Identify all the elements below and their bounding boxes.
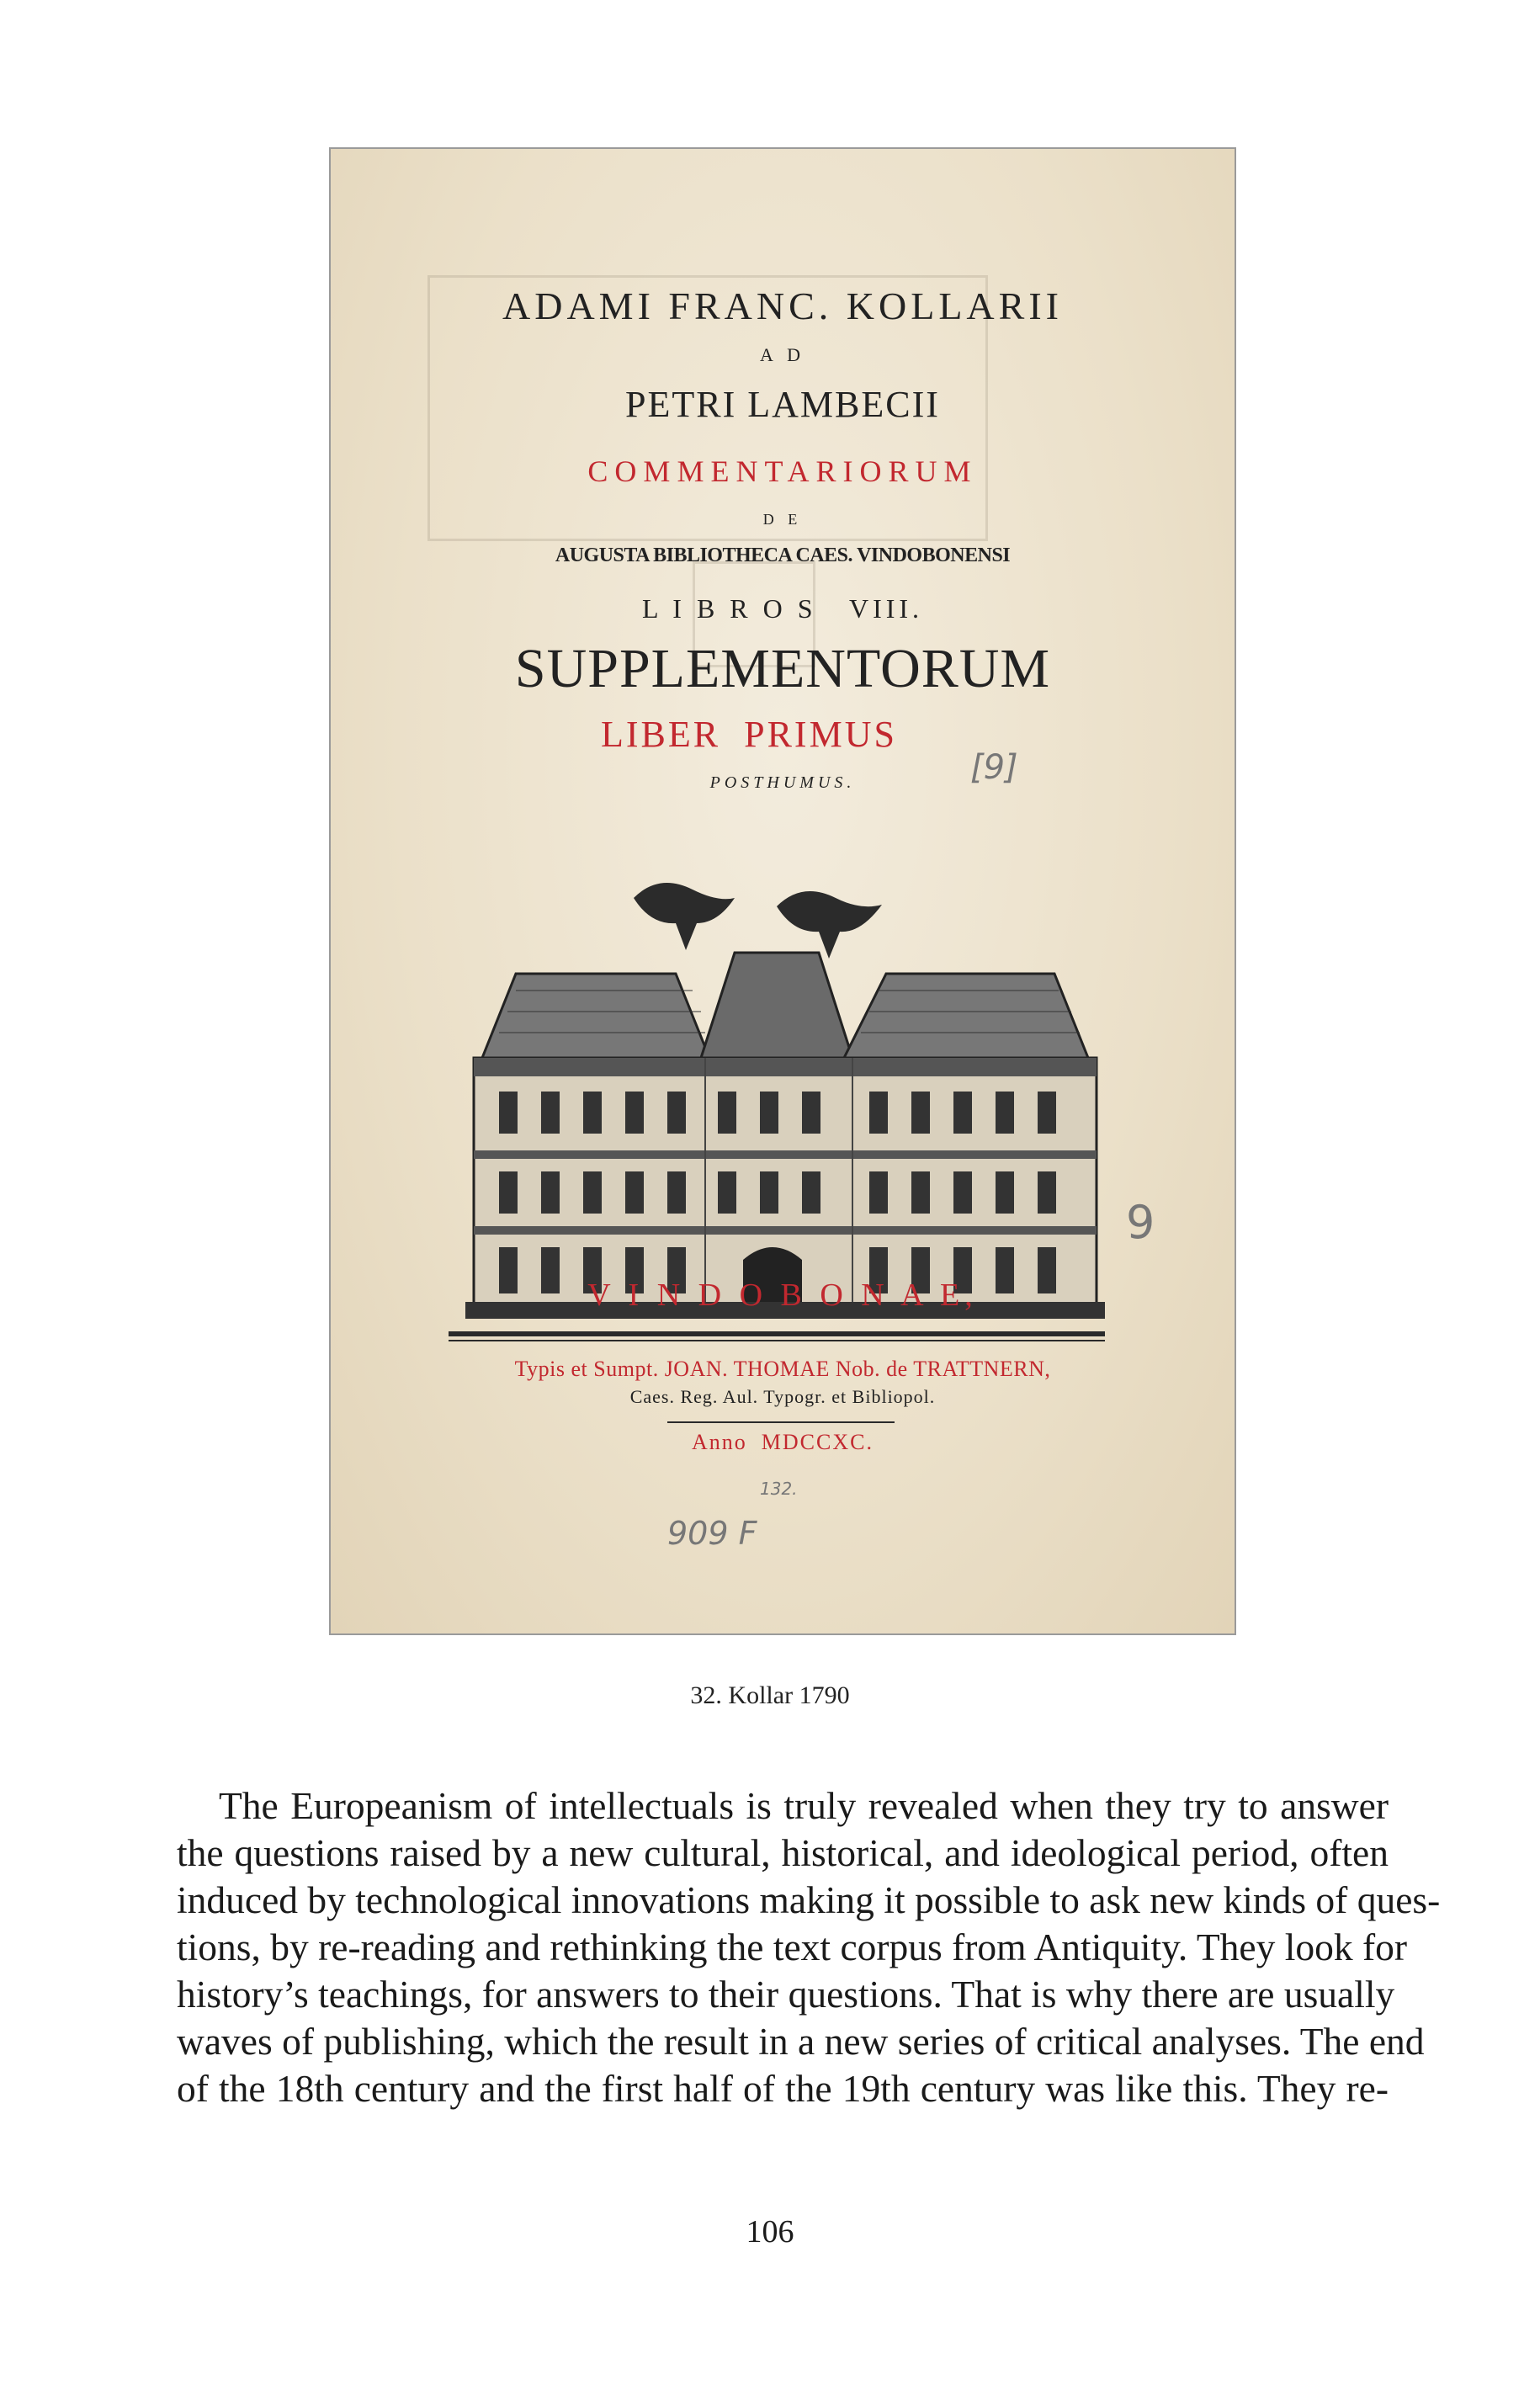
printer-line-2: Caes. Reg. Aul. Typogr. et Bibliopol.	[629, 1386, 936, 1407]
city-line: V I N D O B O N A E,	[587, 1277, 978, 1313]
body-line: waves of publishing, which the result in a new series of critical analyses. The end	[177, 2020, 1425, 2063]
de-line: D E	[762, 511, 803, 528]
right-eagle-icon	[777, 891, 882, 959]
short-rule	[667, 1421, 895, 1423]
year-line: Anno MDCCXC.	[692, 1430, 874, 1454]
posthumus-line: POSTHUMUS.	[709, 773, 856, 792]
thick-rule	[449, 1331, 1105, 1336]
body-line: history’s teachings, for answers to their questions. That is why there are usually	[177, 1973, 1395, 2016]
library-line: AUGUSTA BIBLIOTHECA CAES. VINDOBONENSI	[555, 544, 1011, 566]
lambecii-line: PETRI LAMBECII	[625, 384, 940, 425]
liber-primus-line: LIBER PRIMUS	[601, 714, 897, 755]
commentariorum-line: COMMENTARIORUM	[587, 454, 978, 488]
title-page-figure	[329, 147, 1236, 1635]
body-line: of the 18th century and the first half of the 19th century was like this. They re-	[177, 2067, 1389, 2110]
figure-caption: 32. Kollar 1790	[690, 1681, 850, 1709]
page-number: 106	[746, 2214, 794, 2250]
left-eagle-icon	[634, 883, 735, 950]
library-engraving	[465, 873, 1105, 1327]
pencil-code-annotation: 909 F	[667, 1515, 757, 1552]
margin-number-annotation: 9	[1126, 1196, 1155, 1249]
body-line: tions, by re-reading and rethinking the text corpus from Antiquity. They look for	[177, 1926, 1408, 1968]
body-paragraph	[177, 1782, 1441, 2112]
small-mark-annotation: 132.	[760, 1479, 798, 1499]
libros-line: L I B R O S VIII.	[641, 593, 924, 624]
thin-rule	[449, 1340, 1105, 1341]
supplementorum-line: SUPPLEMENTORUM	[514, 638, 1051, 699]
author-line: ADAMI FRANC. KOLLARII	[502, 284, 1063, 327]
body-line: The Europeanism of intellectuals is truly revealed when they try to answer	[219, 1784, 1389, 1827]
printer-line-1: Typis et Sumpt. JOAN. THOMAE Nob. de TRATTNERN,	[514, 1357, 1051, 1381]
ad-line: A D	[759, 344, 806, 365]
body-line: the questions raised by a new cultural, historical, and ideological period, often	[177, 1831, 1389, 1874]
body-line: induced by technological innovations making it possible to ask new kinds of ques-	[177, 1878, 1441, 1921]
bracket-annotation: [9]	[970, 748, 1018, 787]
